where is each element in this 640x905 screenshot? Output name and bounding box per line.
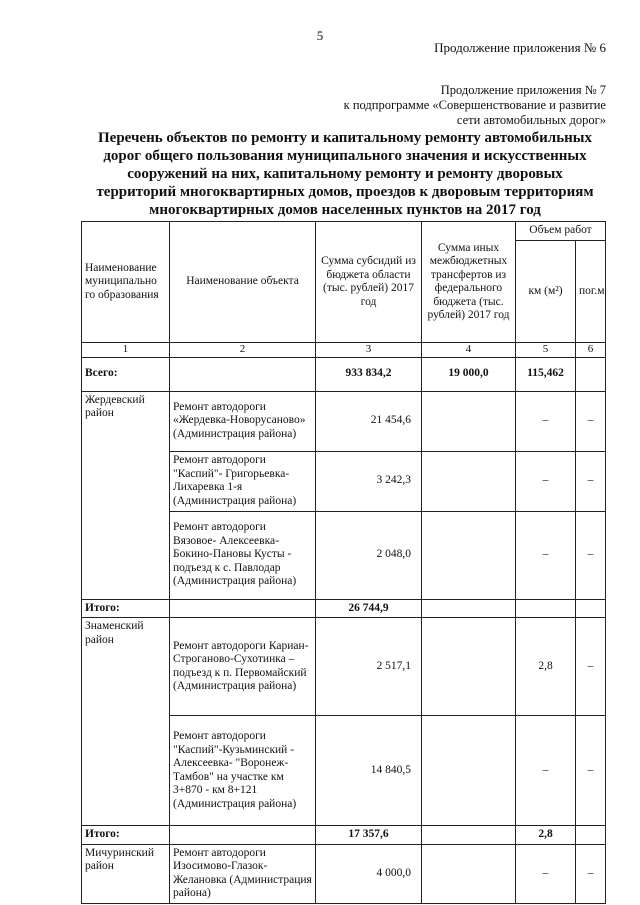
subtotal-row (82, 826, 606, 845)
header-pogm: пог.м (576, 241, 606, 343)
transfers-value (422, 451, 516, 511)
km-value: – (516, 844, 576, 903)
transfers-value (422, 844, 516, 903)
header-transfers: Сумма иных межбюджетных трансфертов из федерального бюджета (тыс. рублей) 2017 год (422, 222, 516, 343)
pogm-value: – (576, 618, 606, 716)
object-name: Ремонт автодороги "Каспий"-Кузьминский - Алексеевка- "Воронеж-Тамбов" на участке км 3+870 - км 8+121 (Администрация района) (170, 716, 316, 826)
km-value: 2,8 (516, 618, 576, 716)
municipality-cell: Жердевский район (82, 391, 170, 599)
header-municipality: Наименование муниципально го образования (82, 222, 170, 343)
municipality-cell: Мичуринский район (82, 844, 170, 903)
header-volume: Объем работ (516, 222, 606, 241)
continuation-line-3: сети автомобильных дорог» (456, 113, 606, 127)
subsidy-value: 2 048,0 (316, 511, 422, 599)
object-name: Ремонт автодороги Изосимово-Глазок-Желановка (Администрация района) (170, 844, 316, 903)
empty-cell (576, 826, 606, 845)
subtotal-km (516, 599, 576, 618)
transfers-value (422, 511, 516, 599)
header-km: км (м²) (516, 241, 576, 343)
empty-cell (576, 357, 606, 391)
transfers-value (422, 716, 516, 826)
subsidy-value: 2 517,1 (316, 618, 422, 716)
subtotal-label: Итого: (82, 826, 170, 845)
km-value: – (516, 451, 576, 511)
subtotal-subsidy: 26 744,9 (316, 599, 422, 618)
pogm-value: – (576, 391, 606, 451)
table-row (82, 391, 606, 451)
subsidy-value: 4 000,0 (316, 844, 422, 903)
municipality-cell: Знаменский район (82, 618, 170, 826)
table-row (82, 844, 606, 903)
continuation-line-2: к подпрограмме «Совершенствование и развитие (343, 98, 606, 112)
objects-table (81, 221, 606, 904)
subtotal-row (82, 599, 606, 618)
subsidy-value: 21 454,6 (316, 391, 422, 451)
object-name: Ремонт автодороги Вязовое- Алексеевка-Бокино-Пановы Кусты - подъезд к с. Павлодар (Администрация района) (170, 511, 316, 599)
col-number: 1 (82, 343, 170, 358)
table-header-row (82, 222, 606, 241)
column-numbers-row (82, 343, 606, 358)
page-number: 5 (316, 28, 324, 43)
pogm-value: – (576, 451, 606, 511)
header-subsidy: Сумма субсидий из бюджета области (тыс. рублей) 2017 год (316, 222, 422, 343)
grand-total-km: 115,462 (516, 357, 576, 391)
km-value: – (516, 716, 576, 826)
km-value: – (516, 511, 576, 599)
grand-total-label: Всего: (82, 357, 170, 391)
empty-cell (170, 826, 316, 845)
subsidy-value: 3 242,3 (316, 451, 422, 511)
object-name: Ремонт автодороги Кариан-Строганово-Сухотинка – подъезд к п. Первомайский (Администрация района) (170, 618, 316, 716)
object-name: Ремонт автодороги «Жердевка-Новорусаново» (Администрация района) (170, 391, 316, 451)
empty-cell (422, 599, 516, 618)
col-number: 6 (576, 343, 606, 358)
subtotal-km: 2,8 (516, 826, 576, 845)
col-number: 4 (422, 343, 516, 358)
grand-total-subsidy: 933 834,2 (316, 357, 422, 391)
grand-total-transfers: 19 000,0 (422, 357, 516, 391)
pogm-value: – (576, 716, 606, 826)
continuation-appendix-6: Продолжение приложения № 6 (434, 40, 606, 55)
subtotal-subsidy: 17 357,6 (316, 826, 422, 845)
pogm-value: – (576, 844, 606, 903)
header-object: Наименование объекта (170, 222, 316, 343)
object-name: Ремонт автодороги "Каспий"- Григорьевка-Лихаревка 1-я (Администрация района) (170, 451, 316, 511)
col-number: 2 (170, 343, 316, 358)
empty-cell (170, 599, 316, 618)
col-number: 3 (316, 343, 422, 358)
transfers-value (422, 618, 516, 716)
document-title: Перечень объектов по ремонту и капитальному ремонту автомобильных дорог общего пользования муниципального значения и искусственных сооружений на них, капитальному ремонту и ремонту дворовых территорий многоквартирных домов, проездов к дворовым территориям многоквартирных домов населенных пунктов на 2017 год (96, 130, 594, 218)
subtotal-label: Итого: (82, 599, 170, 618)
empty-cell (170, 357, 316, 391)
empty-cell (422, 826, 516, 845)
pogm-value: – (576, 511, 606, 599)
continuation-line-1: Продолжение приложения № 7 (440, 83, 606, 97)
grand-total-row (82, 357, 606, 391)
transfers-value (422, 391, 516, 451)
km-value: – (516, 391, 576, 451)
table-row (82, 618, 606, 716)
empty-cell (576, 599, 606, 618)
continuation-appendix-7 (306, 83, 606, 128)
col-number: 5 (516, 343, 576, 358)
subsidy-value: 14 840,5 (316, 716, 422, 826)
